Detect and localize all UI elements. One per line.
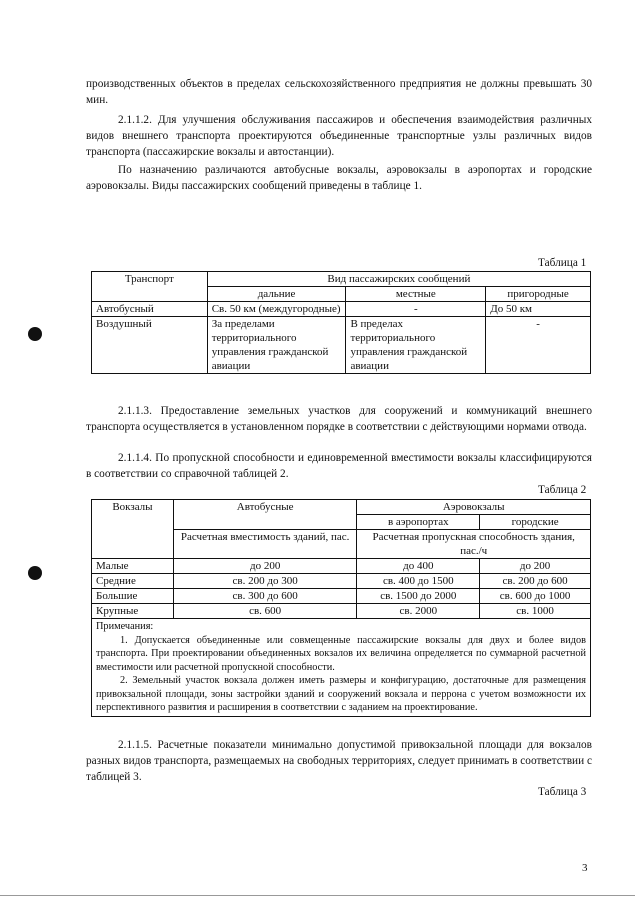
t2-cell: до 400 [357,559,480,574]
scan-edge-line [0,895,635,896]
table2-caption: Таблица 2 [538,484,587,496]
t2-cell: св. 300 до 600 [173,589,357,604]
t1-cell: За пределами территориального управления гражданской авиации [207,317,346,374]
paragraph-2-1-1-5: 2.1.1.5. Расчетные показатели минимально допустимой привокзальной площади для вокзалов разных видов транспорта, размещаемых на свободных территориях, следует принимать в соответствии с таблицей 3. [86,739,592,783]
t1-cell: Автобусный [92,302,208,317]
paragraph-2-1-1-2: 2.1.1.2. Для улучшения обслуживания пассажиров и обеспечения взаимодействия различных видов внешнего транспорта проектируются объединенные транспортные узлы различных видов транспорта (пассажирские вокзалы и автостанции). [86,114,592,158]
t2-notes [92,619,591,717]
table-row [92,574,591,589]
t1-header-far: дальние [207,287,346,302]
t1-cell: Воздушный [92,317,208,374]
t1-cell: - [346,302,486,317]
t1-cell: - [486,317,591,374]
table3-caption: Таблица 3 [538,786,587,798]
t1-cell: В пределах территориального управления гражданской авиации [346,317,486,374]
punch-hole-top [28,327,42,341]
t2-cell: св. 2000 [357,604,480,619]
t2-cell: до 200 [173,559,357,574]
table-row [92,589,591,604]
t2-cell: Большие [92,589,174,604]
t2-note-2: 2. Земельный участок вокзала должен иметь размеры и конфигурацию, достаточные для размещения привокзальной площади, зоны застройки зданий и сооружений вокзала и перрона с учетом возможности их перспективного развития и расширения в соответствии с заданием на проектирование. [96,675,586,713]
t2-header-throughput: Расчетная пропускная способность здания, пас./ч [357,530,591,559]
t2-cell: св. 1000 [480,604,591,619]
table1-caption: Таблица 1 [538,257,587,269]
paragraph-continuation: производственных объектов в пределах сельскохозяйственного предприятия не должны превышать 30 мин. [86,78,592,106]
t1-cell: До 50 км [486,302,591,317]
table-row [92,317,591,374]
t2-header-bus: Автобусные [173,500,357,530]
punch-hole-bottom [28,566,42,580]
t2-cell: до 200 [480,559,591,574]
t2-header-airports: в аэропортах [357,515,480,530]
t2-header-city: городские [480,515,591,530]
t1-header-transport: Транспорт [92,272,208,302]
t2-notes-title: Примечания: [96,621,154,632]
t2-cell: Крупные [92,604,174,619]
t2-note-1: 1. Допускается объединенные или совмещенные пассажирские вокзалы для двух и более видов транспорта. При проектировании объединенных вокзалов их величина определяется по суммарной расчетной вместимости или расчетной пропускной способности. [96,634,586,673]
t2-cell: св. 200 до 600 [480,574,591,589]
t2-cell: Малые [92,559,174,574]
paragraph-station-types: По назначению различаются автобусные вокзалы, аэровокзалы в аэропортах и городские аэровокзалы. Виды пассажирских сообщений приведены в таблице 1. [86,164,592,192]
paragraph-2-1-1-4: 2.1.1.4. По пропускной способности и единовременной вместимости вокзалы классифицируются в соответствии со справочной таблицей 2. [86,452,592,480]
t2-cell: св. 1500 до 2000 [357,589,480,604]
t2-cell: св. 200 до 300 [173,574,357,589]
table-row [92,302,591,317]
t2-header-air: Аэровокзалы [357,500,591,515]
table1 [91,271,591,374]
table-row [92,604,591,619]
table-row [92,559,591,574]
t1-header-local: местные [346,287,486,302]
t2-cell: св. 600 [173,604,357,619]
t1-header-kind: Вид пассажирских сообщений [207,272,590,287]
t2-header-capacity: Расчетная вместимость зданий, пас. [173,530,357,559]
page-number: 3 [582,862,588,874]
t1-header-suburban: пригородные [486,287,591,302]
t2-cell: Средние [92,574,174,589]
t2-cell: св. 600 до 1000 [480,589,591,604]
paragraph-2-1-1-3: 2.1.1.3. Предоставление земельных участков для сооружений и коммуникаций внешнего транспорта осуществляется в установленном порядке в соответствии с действующими нормами отвода. [86,405,592,433]
table2 [91,499,591,717]
t2-cell: св. 400 до 1500 [357,574,480,589]
t2-header-stations: Вокзалы [92,500,174,559]
t1-cell: Св. 50 км (междугородные) [207,302,346,317]
